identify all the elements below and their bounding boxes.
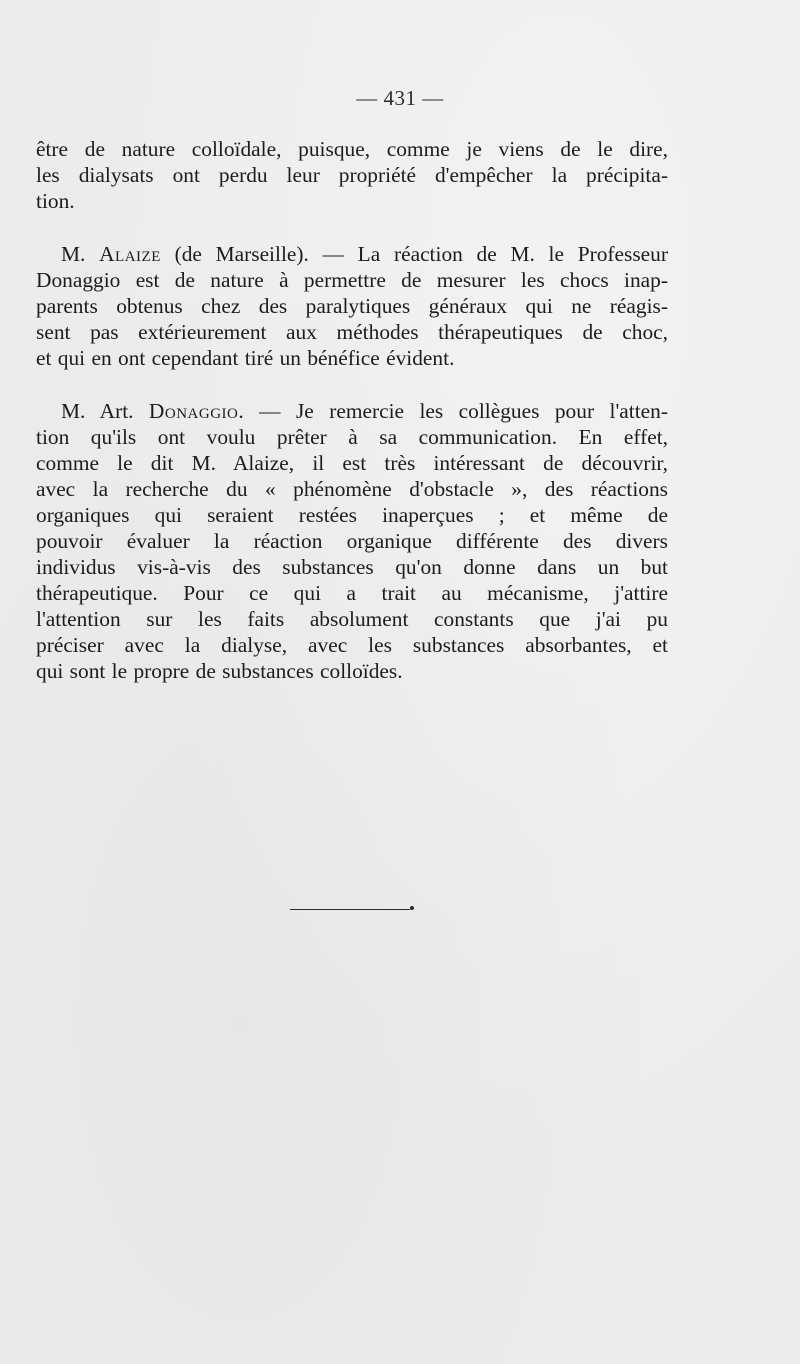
text-fragment: (de Marseille). — La réaction de M. le Professeur	[160, 242, 668, 266]
page-number: — 431 —	[356, 86, 444, 110]
text-line: organiques qui seraient restées inaperçues ; et même de	[36, 503, 668, 527]
speaker-prefix: M.	[61, 242, 100, 266]
text-line: l'attention sur les faits absolument constants que j'ai pu	[36, 607, 668, 631]
speaker-name: Alaize	[99, 242, 161, 266]
speaker-name: Donaggio	[148, 399, 239, 423]
text-line: avec la recherche du « phénomène d'obstacle », des réactions	[36, 477, 668, 501]
paragraph-1	[36, 136, 668, 214]
text-fragment: . — Je remercie les collègues pour l'atten-	[238, 399, 668, 423]
section-end-rule-dot	[410, 906, 414, 910]
text-line: sent pas extérieurement aux méthodes thérapeutiques de choc,	[36, 320, 668, 344]
paragraph-2	[36, 241, 668, 371]
text-line: qui sont le propre de substances colloïdes.	[36, 659, 403, 683]
body-text	[36, 136, 668, 711]
speaker-prefix: M. Art.	[61, 399, 149, 423]
text-line: individus vis-à-vis des substances qu'on donne dans un but	[36, 555, 668, 579]
text-line: tion qu'ils ont voulu prêter à sa communication. En effet,	[36, 425, 668, 449]
section-end-rule	[290, 909, 410, 910]
text-line: thérapeutique. Pour ce qui a trait au mécanisme, j'attire	[36, 581, 668, 605]
text-line: Donaggio est de nature à permettre de mesurer les chocs inap-	[36, 268, 668, 292]
text-line: être de nature colloïdale, puisque, comme je viens de le dire,	[36, 137, 668, 161]
text-line: les dialysats ont perdu leur propriété d'empêcher la précipita-	[36, 163, 668, 187]
text-line: et qui en ont cependant tiré un bénéfice évident.	[36, 346, 455, 370]
text-line: comme le dit M. Alaize, il est très intéressant de découvrir,	[36, 451, 668, 475]
text-line: tion.	[36, 189, 75, 213]
paragraph-3	[36, 398, 668, 684]
text-line: préciser avec la dialyse, avec les substances absorbantes, et	[36, 633, 668, 657]
text-line-with-speaker	[36, 398, 668, 424]
text-line: parents obtenus chez des paralytiques généraux qui ne réagis-	[36, 294, 668, 318]
text-line-with-speaker	[36, 241, 668, 267]
text-line: pouvoir évaluer la réaction organique différente des divers	[36, 529, 668, 553]
